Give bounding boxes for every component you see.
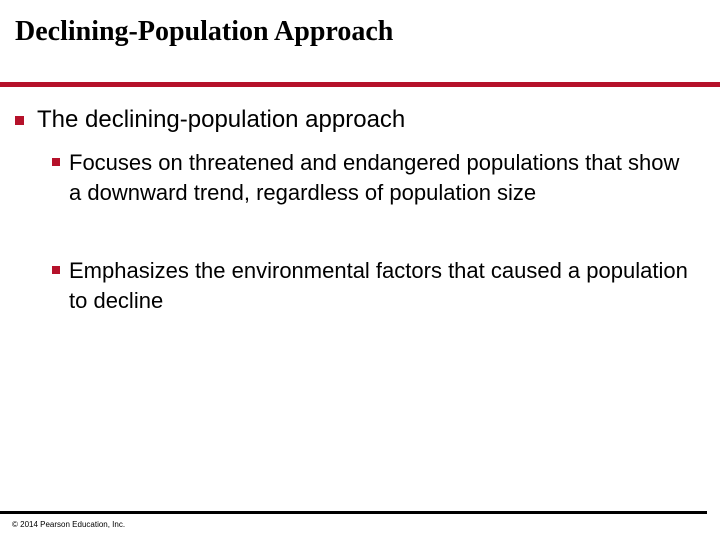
- sub-bullet-text: Emphasizes the environmental factors that caused a population to decline: [69, 258, 688, 313]
- sub-bullet-text: Focuses on threatened and endangered populations that show a downward trend, regardless of population size: [69, 150, 680, 205]
- copyright-footer: © 2014 Pearson Education, Inc.: [12, 520, 126, 529]
- bullet-text: The declining-population approach: [37, 106, 406, 133]
- footer-divider: [0, 511, 707, 514]
- square-bullet-icon: [52, 158, 60, 166]
- square-bullet-icon: [15, 116, 24, 125]
- slide-title: Declining-Population Approach: [15, 16, 394, 47]
- title-divider: [0, 82, 720, 87]
- square-bullet-icon: [52, 266, 60, 274]
